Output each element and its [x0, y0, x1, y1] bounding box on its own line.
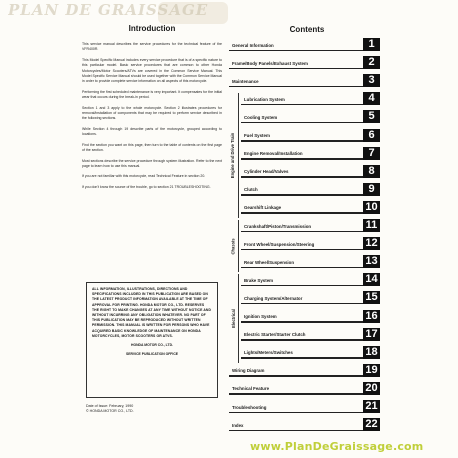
toc-entry[interactable]: [228, 418, 380, 432]
toc-entry-label: Maintenance: [232, 78, 259, 84]
toc-entry[interactable]: [228, 328, 380, 342]
toc-section-number: 22: [363, 418, 380, 431]
toc-section-number: 14: [363, 273, 380, 286]
section-group-label: Chassis: [230, 238, 236, 255]
toc-entry-label: Brake System: [244, 277, 274, 283]
legal-notice-box: [86, 282, 218, 398]
toc-entry[interactable]: [228, 110, 380, 124]
toc-entry[interactable]: [228, 237, 380, 251]
toc-section-number: 8: [363, 165, 380, 178]
toc-entry[interactable]: [228, 74, 380, 88]
toc-section-number: 16: [363, 310, 380, 323]
section-group-tab: [228, 220, 239, 272]
toc-entry[interactable]: [228, 92, 380, 106]
toc-section-number: 18: [363, 346, 380, 359]
toc-entry[interactable]: [228, 201, 380, 215]
toc-entry[interactable]: [228, 129, 380, 143]
toc-underline: [229, 375, 380, 377]
intro-paragraph: If you don't know the source of the trouble, go to section 21 TROUBLESHOOTING.: [82, 184, 211, 189]
toc-entry[interactable]: [228, 364, 380, 378]
toc-underline: [229, 50, 380, 52]
introduction-title: Introduction: [128, 24, 176, 33]
toc-underline: [241, 122, 380, 124]
toc-section-number: 1: [363, 38, 380, 51]
intro-paragraph: While Section 4 through 19 describe parts of the motorcycle, grouped according to locations.: [82, 126, 222, 137]
toc-underline: [241, 158, 380, 160]
section-group-tab: [228, 274, 239, 363]
toc-section-number: 13: [363, 255, 380, 268]
toc-underline: [241, 321, 380, 323]
publisher-office: SERVICE PUBLICATION OFFICE: [125, 352, 179, 357]
toc-entry-label: Cooling System: [244, 114, 278, 120]
toc-section-number: 5: [363, 110, 380, 123]
toc-underline: [241, 267, 380, 269]
contents-title: Contents: [289, 25, 325, 34]
top-watermark-text: PLAN DE GRAISSAGE: [8, 2, 209, 19]
toc-entry[interactable]: [228, 147, 380, 161]
toc-entry[interactable]: [228, 273, 380, 287]
intro-paragraph: Most sections describe the service procedure through system illustration. Refer to the next page to learn how to use this manual.: [82, 158, 222, 168]
toc-section-number: 3: [363, 74, 380, 87]
toc-entry[interactable]: [228, 291, 380, 305]
toc-entry[interactable]: [228, 219, 380, 233]
intro-paragraph: Find the section you want on this page, then turn to the table of contents on the first page of the section.: [82, 142, 222, 153]
toc-section-number: 9: [363, 183, 380, 196]
toc-entry-label: Ignition System: [244, 314, 277, 319]
toc-entry-label: Lights/Meters/Switches: [244, 350, 293, 356]
toc-underline: [241, 231, 380, 233]
toc-underline: [241, 104, 380, 106]
toc-underline: [229, 86, 380, 88]
issue-info: [86, 404, 218, 414]
introduction-column: [82, 24, 222, 195]
toc-entry-label: Front Wheel/Suspension/Steering: [244, 241, 315, 247]
toc-entry[interactable]: [228, 310, 380, 324]
toc-section-number: 15: [363, 291, 380, 304]
toc-underline: [229, 430, 380, 432]
toc-underline: [241, 249, 380, 251]
toc-entry-label: Technical Feature: [232, 386, 270, 392]
toc-entry-label: Frame/Body Panels/Exhaust System: [232, 60, 308, 66]
toc-section-number: 20: [363, 382, 380, 395]
toc-underline: [241, 176, 380, 178]
toc-section-number: 17: [363, 328, 380, 341]
issue-date: Date of Issue: February, 1990: [86, 404, 134, 408]
toc-entry-label: Clutch: [244, 187, 258, 193]
toc-underline: [241, 357, 380, 359]
toc-underline: [241, 194, 380, 196]
intro-paragraph: Performing the first scheduled maintenance is very important. It compensates for the initial wear that occurs during the break-in period.: [82, 89, 222, 100]
toc-section-number: 12: [363, 237, 380, 250]
toc-section-number: 11: [363, 219, 380, 232]
intro-paragraph: Section 1 and 3 apply to the whole motorcycle. Section 2 illustrates procedures for removal/installation of components that may be required to perform service described in the following sections.: [82, 105, 222, 121]
toc-entry-label: Rear Wheel/Suspension: [244, 259, 295, 265]
toc-section-number: 6: [363, 129, 380, 142]
legal-notice-text: ALL INFORMATION, ILLUSTRATIONS, DIRECTIONS AND SPECIFICATIONS INCLUDED IN THIS PUBLICATION ARE BASED ON THE LATEST PRODUCT INFORMATION AVAILABLE AT THE TIME OF APPROVAL FOR PRINTING. HONDA MOTOR CO., LTD. RESERVES THE RIGHT TO MAKE CHANGES AT ANY TIME WITHOUT NOTICE AND WITHOUT INCURRING ANY OBLIGATION WHATEVER. NO PART OF THIS PUBLICATION MAY BE REPRODUCED WITHOUT WRITTEN PERMISSION. THIS MANUAL IS WRITTEN FOR PERSONS WHO HAVE ACQUIRED BASIC KNOWLEDGE OF MAINTENANCE ON HONDA MOTORCYCLES, MOTOR SCOOTERS OR ATVS.: [92, 287, 211, 338]
toc-underline: [241, 339, 380, 341]
toc-entry-label: Engine Removal/Installation: [244, 151, 303, 157]
section-group-label: Engine and Drive Train: [230, 132, 236, 179]
toc-entry-label: Gearshift Linkage: [244, 205, 282, 211]
toc-underline: [241, 212, 380, 214]
copyright-line: © HONDA MOTOR CO., LTD.: [86, 409, 134, 414]
intro-paragraph: This service manual describes the service procedures for the technical feature of the VFR400R.: [82, 42, 222, 52]
section-group-label: Electrical: [230, 309, 236, 328]
intro-paragraph: This Model Specific Manual includes every service procedure that is of a specific nature to this particular model. Basic service procedures that are common to other Honda Motorcycles/Motor Scooters/ATVs are covered in the Common Service Manual. This Model Specific Service Manual should be used together with the Common Service Manual in order to provide complete service information on all aspects of this motorcycle.: [82, 57, 222, 84]
toc-entry-label: Charging System/Alternator: [244, 295, 303, 301]
site-watermark: www.PlanDeGraissage.com: [250, 440, 424, 453]
toc-entry-label: Electric Starter/Starter Clutch: [244, 332, 306, 338]
section-group-tab: [228, 93, 239, 218]
toc-entry-label: Index: [232, 422, 244, 428]
toc-entry-label: Wiring Diagram: [232, 368, 265, 374]
toc-underline: [229, 412, 380, 414]
toc-section-number: 10: [363, 201, 380, 214]
toc-entry[interactable]: [228, 165, 380, 179]
toc-underline: [229, 393, 380, 395]
toc-section-number: 7: [363, 147, 380, 160]
toc-entry-label: General Information: [232, 42, 274, 48]
toc-entry[interactable]: [228, 38, 380, 52]
toc-section-number: 4: [363, 92, 380, 105]
toc-underline: [241, 285, 380, 287]
toc-section-number: 2: [363, 56, 380, 69]
toc-entry-label: Crankshaft/Piston/Transmission: [244, 223, 312, 229]
toc-underline: [241, 303, 380, 305]
toc-entry[interactable]: [228, 346, 380, 360]
intro-paragraph: If you are not familiar with this motorcycle, read Technical Feature in section 20.: [82, 174, 206, 179]
toc-section-number: 19: [363, 364, 380, 377]
toc-entry-label: Fuel System: [244, 133, 270, 138]
publisher-company: HONDA MOTOR CO., LTD.: [131, 343, 173, 348]
toc-section-number: 21: [363, 400, 380, 413]
toc-entry[interactable]: [228, 183, 380, 197]
toc-entry[interactable]: [228, 56, 380, 70]
toc-entry[interactable]: [228, 255, 380, 269]
toc-entry-label: Cylinder Head/Valves: [244, 169, 289, 175]
toc-entry-label: Troubleshooting: [232, 404, 267, 410]
toc-entry-label: Lubrication System: [244, 96, 285, 102]
toc-entry[interactable]: [228, 382, 380, 396]
toc-entry[interactable]: [228, 400, 380, 414]
toc-underline: [229, 68, 380, 70]
toc-underline: [241, 140, 380, 142]
